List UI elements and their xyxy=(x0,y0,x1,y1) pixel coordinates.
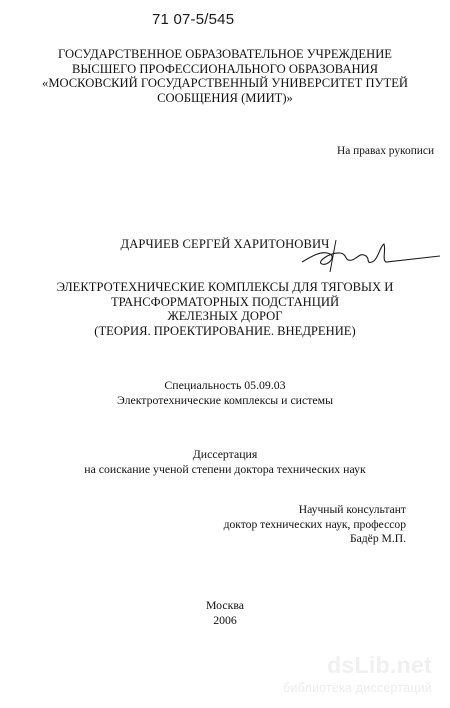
watermark-logo: dsLib.net xyxy=(327,652,432,678)
title-line: (ТЕОРИЯ. ПРОЕКТИРОВАНИЕ. ВНЕДРЕНИЕ) xyxy=(94,323,356,338)
place-and-year xyxy=(0,598,450,627)
catalog-number: 71 07-5/545 xyxy=(152,11,235,28)
manuscript-rights-note: На правах рукописи xyxy=(337,145,435,157)
specialty-code: Специальность 05.09.03 xyxy=(164,378,286,392)
title-line: ЖЕЛЕЗНЫХ ДОРОГ xyxy=(167,309,283,324)
institution-line: ГОСУДАРСТВЕННОЕ ОБРАЗОВАТЕЛЬНОЕ УЧРЕЖДЕНИЕ xyxy=(57,47,392,61)
watermark xyxy=(248,652,438,700)
scientific-adviser-block xyxy=(224,503,406,547)
year: 2006 xyxy=(213,612,237,627)
specialty-name: Электротехнические комплексы и системы xyxy=(116,392,334,407)
degree-sought: на соискание ученой степени доктора технических наук xyxy=(84,461,366,476)
handwritten-signature xyxy=(300,238,440,278)
institution-line: ВЫСШЕГО ПРОФЕССИОНАЛЬНОГО ОБРАЗОВАНИЯ xyxy=(71,61,379,76)
adviser-credentials: доктор технических наук, профессор xyxy=(223,517,406,531)
adviser-name: Бадёр М.П. xyxy=(349,532,406,546)
specialty-block xyxy=(0,378,450,407)
city: Москва xyxy=(205,598,244,612)
institution-line: «МОСКОВСКИЙ ГОСУДАРСТВЕННЫЙ УНИВЕРСИТЕТ ПУТЕЙ xyxy=(42,76,408,90)
adviser-role: Научный консультант xyxy=(298,503,406,516)
title-line: ТРАНСФОРМАТОРНЫХ ПОДСТАНЦИЙ xyxy=(110,294,340,309)
watermark-subtitle: библиотека диссертаций xyxy=(283,681,432,695)
document-type: Диссертация xyxy=(192,447,258,461)
dissertation-title xyxy=(0,280,450,338)
institution-line: СООБЩЕНИЯ (МИИТ)» xyxy=(157,90,293,105)
institution-header xyxy=(0,47,450,105)
author-name: ДАРЧИЕВ СЕРГЕЙ ХАРИТОНОВИЧ xyxy=(120,237,330,251)
title-line: ЭЛЕКТРОТЕХНИЧЕСКИЕ КОМПЛЕКСЫ ДЛЯ ТЯГОВЫХ И xyxy=(56,280,394,294)
degree-block xyxy=(0,447,450,476)
